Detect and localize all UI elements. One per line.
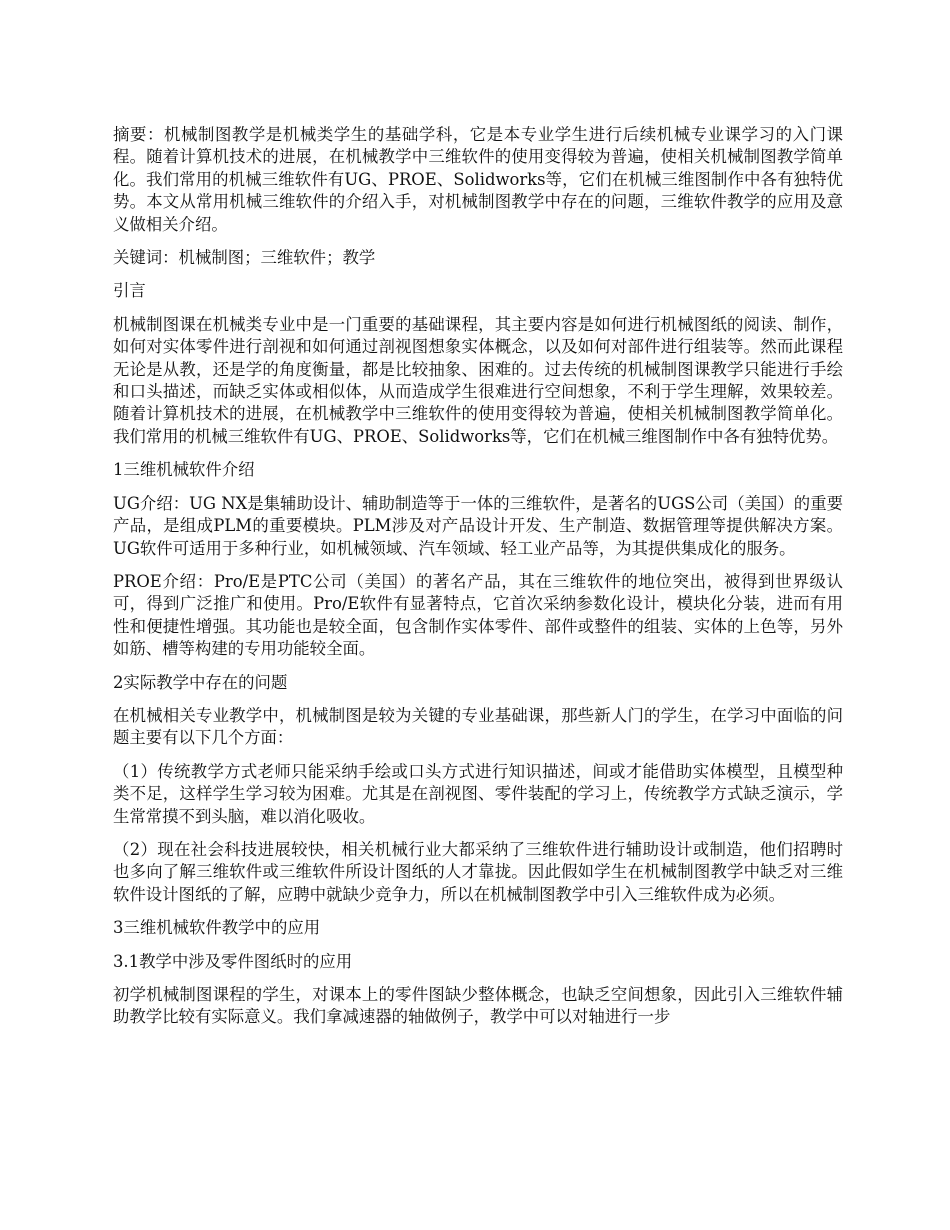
section-2-heading: 2实际教学中存在的问题: [113, 672, 288, 692]
section-1-heading: 1三维机械软件介绍: [113, 460, 255, 480]
section-3-1-paragraph: 初学机械制图课程的学生，对课本上的零件图缺少整体概念，也缺乏空间想象，因此引入三维软件辅助教学比较有实际意义。我们拿减速器的轴做例子，教学中可以对轴进行一步: [113, 985, 843, 1027]
section-1-proe-paragraph: PROE介绍：Pro/E是PTC公司（美国）的著名产品，其在三维软件的地位突出，被得到世界级认可，得到广泛推广和使用。Pro/E软件有显著特点，它首次采纳参数化设计，模块化分装，进而有用性和便捷性增强。其功能也是较全面，包含制作实体零件、部件或整件的组装、实体的上色等，另外如筋、槽等构建的专用功能较全面。: [113, 571, 843, 659]
section-1-ug-paragraph: UG介绍：UG NX是集辅助设计、辅助制造等于一体的三维软件，是著名的UGS公司（美国）的重要产品，是组成PLM的重要模块。PLM涉及对产品设计开发、生产制造、数据管理等提供解决方案。UG软件可适用于多种行业，如机械领域、汽车领域、轻工业产品等，为其提供集成化的服务。: [113, 493, 843, 558]
section-2-item-2: （2）现在社会科技进展较快，相关机械行业大都采纳了三维软件进行辅助设计或制造，他们招聘时也多向了解三维软件或三维软件所设计图纸的人才靠拢。因此假如学生在机械制图教学中缺乏对三维软件设计图纸的了解，应聘中就缺少竞争力，所以在机械制图教学中引入三维软件成为必须。: [113, 839, 843, 904]
keywords-paragraph: 关键词：机械制图；三维软件；教学: [113, 248, 376, 268]
document-page: [113, 124, 843, 1040]
intro-paragraph: 机械制图课在机械类专业中是一门重要的基础课程，其主要内容是如何进行机械图纸的阅读、制作，如何对实体零件进行剖视和如何通过剖视图想象实体概念，以及如何对部件进行组装等。然而此课程无论是从教，还是学的角度衡量，都是比较抽象、困难的。过去传统的机械制图课教学只能进行手绘和口头描述，而缺乏实体或相似体，从而造成学生很难进行空间想象，不利于学生理解，效果较差。随着计算机技术的进展，在机械教学中三维软件的使用变得较为普遍，使相关机械制图教学简单化。我们常用的机械三维软件有UG、PROE、Solidworks等，它们在机械三维图制作中各有独特优势。: [113, 314, 843, 446]
intro-heading: 引言: [113, 281, 146, 301]
section-3-1-heading: 3.1教学中涉及零件图纸时的应用: [113, 951, 353, 971]
section-3-heading: 3三维机械软件教学中的应用: [113, 918, 321, 938]
section-2-item-1: （1）传统教学方式老师只能采纳手绘或口头方式进行知识描述，间或才能借助实体模型，且模型种类不足，这样学生学习较为困难。尤其是在剖视图、零件装配的学习上，传统教学方式缺乏演示，学生常常摸不到头脑，难以消化吸收。: [113, 761, 843, 826]
section-2-intro-paragraph: 在机械相关专业教学中，机械制图是较为关键的专业基础课，那些新人门的学生，在学习中面临的问题主要有以下几个方面：: [113, 705, 843, 748]
abstract-paragraph: 摘要：机械制图教学是机械类学生的基础学科，它是本专业学生进行后续机械专业课学习的入门课程。随着计算机技术的进展，在机械教学中三维软件的使用变得较为普遍，使相关机械制图教学简单化。我们常用的机械三维软件有UG、PROE、Solidworks等，它们在机械三维图制作中各有独特优势。本文从常用机械三维软件的介绍入手，对机械制图教学中存在的问题，三维软件教学的应用及意义做相关介绍。: [113, 125, 843, 234]
